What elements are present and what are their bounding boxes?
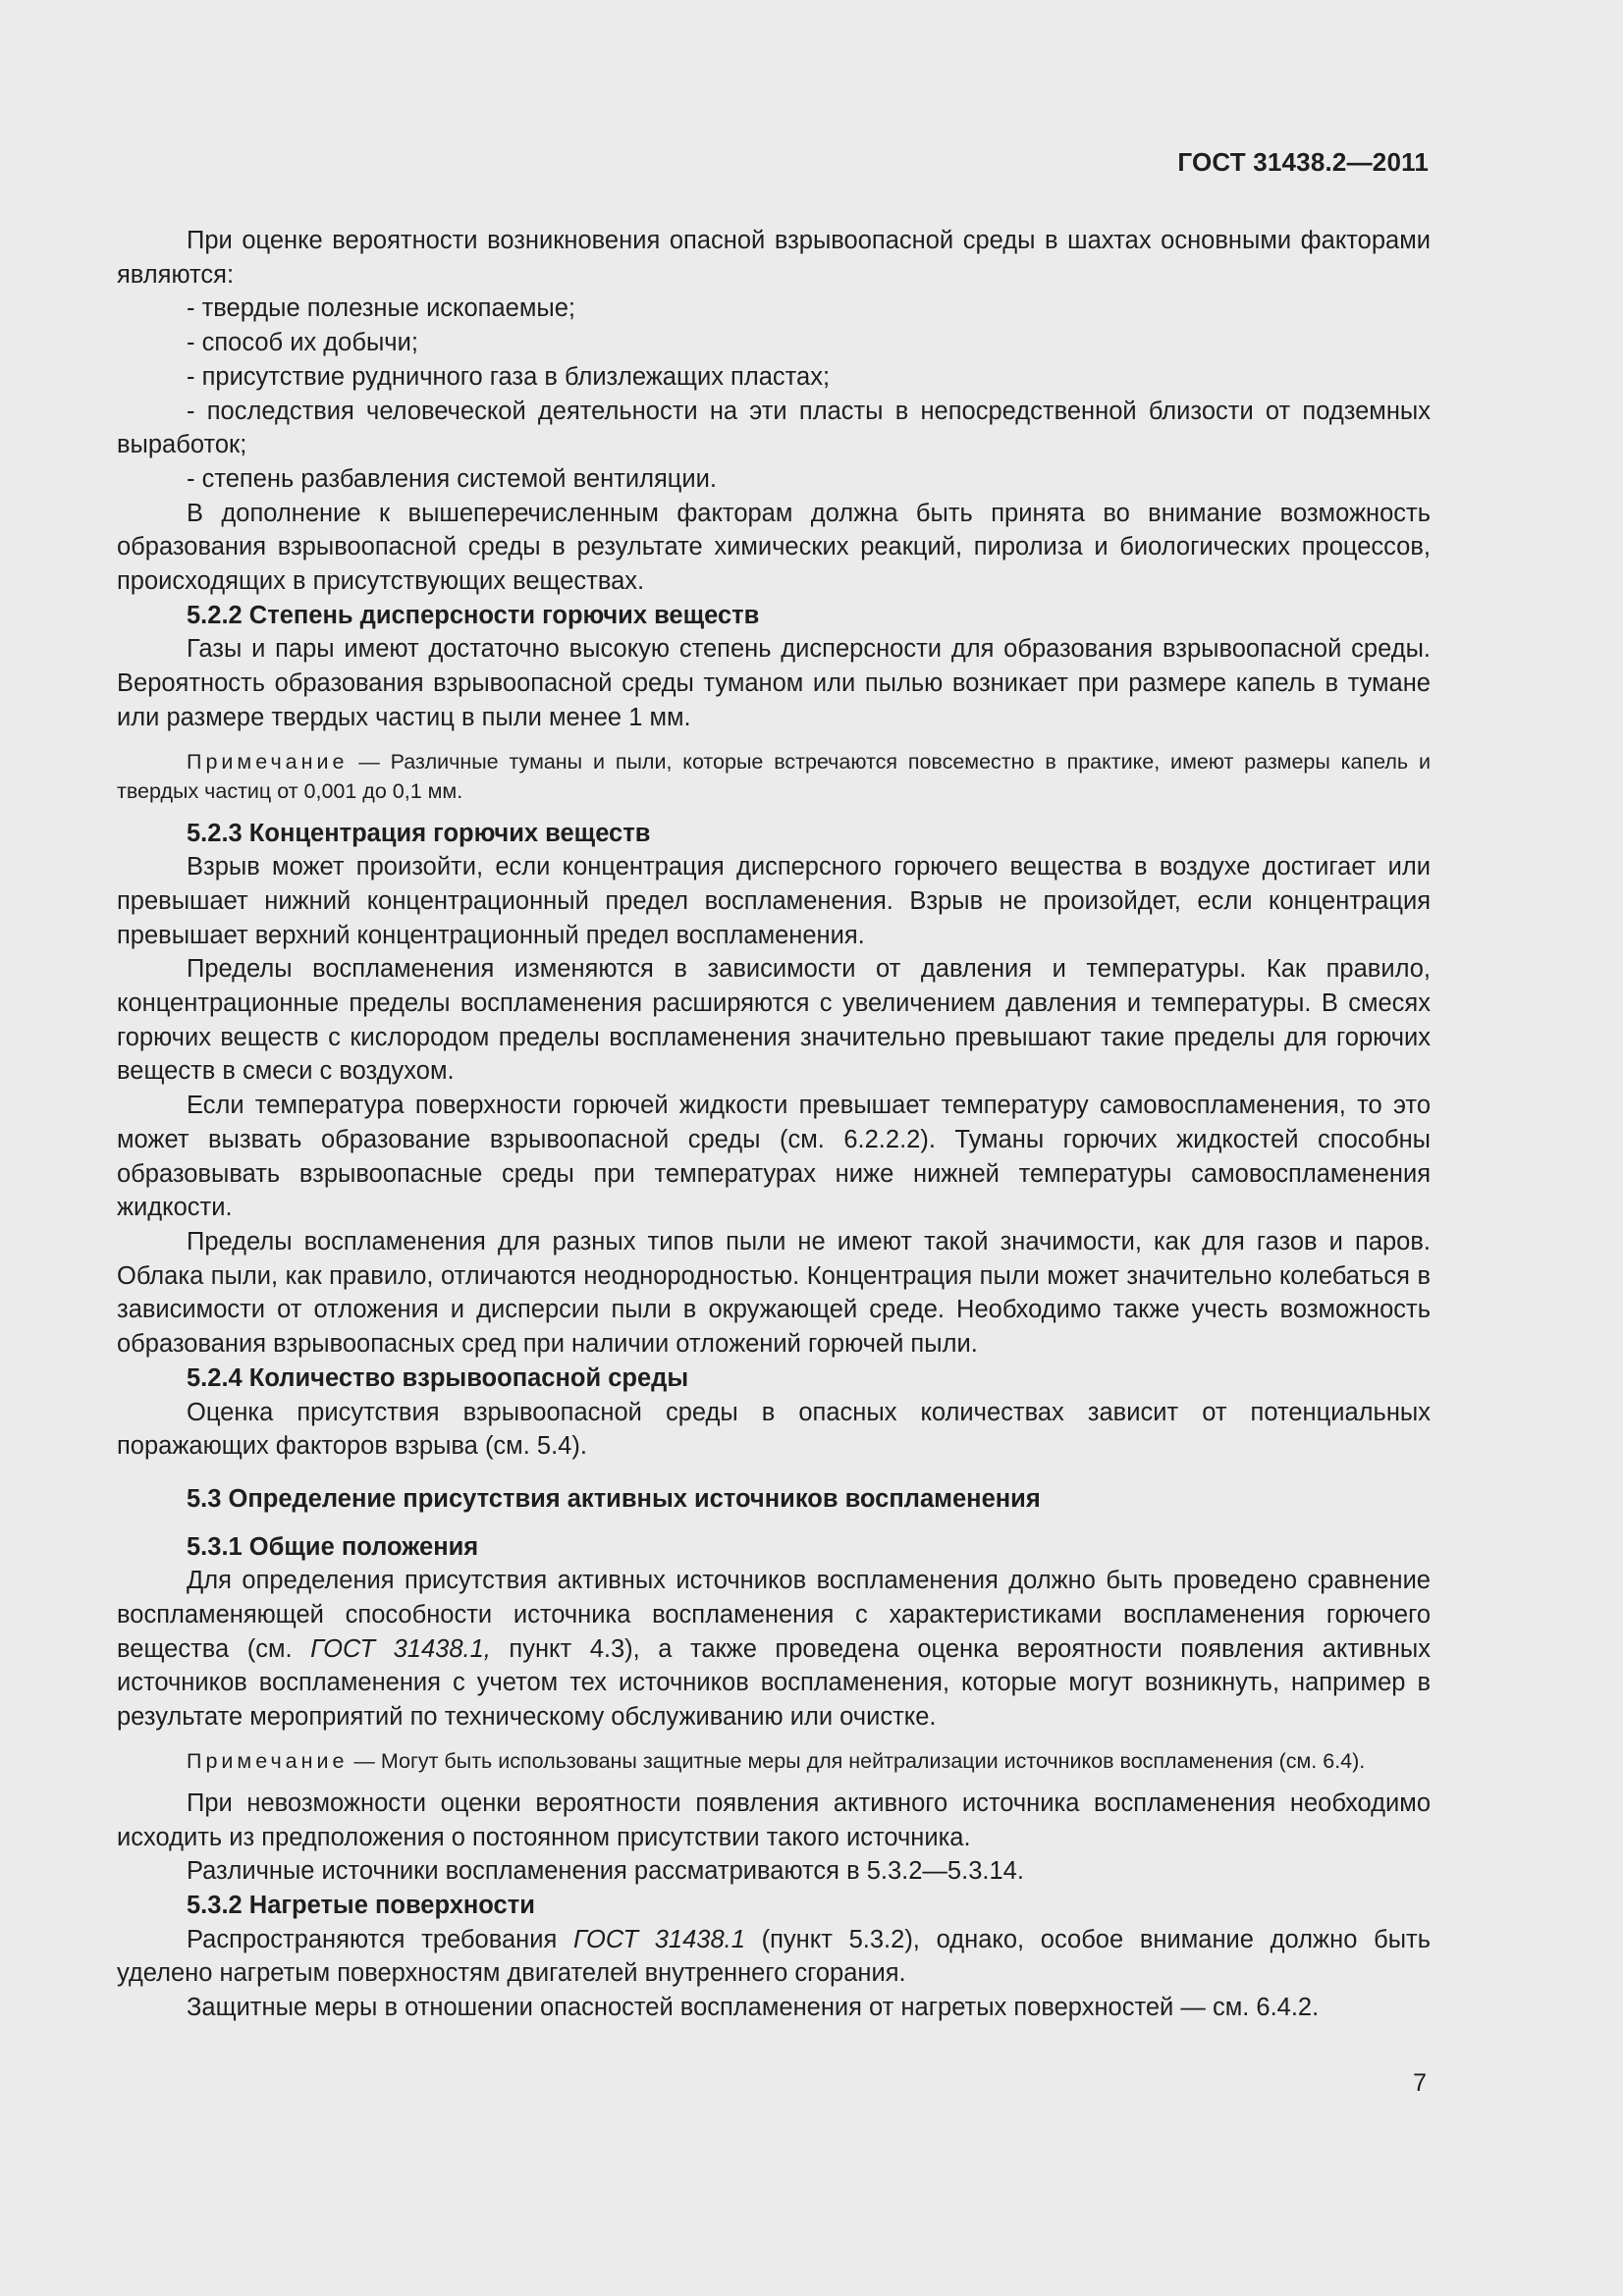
section-heading: 5.3.2 Нагретые поверхности xyxy=(187,1891,535,1919)
paragraph: Пределы воспламенения изменяются в зависимости от давления и температуры. Как правило, концентрационные пределы воспламенения расширяются с увеличением давления и температуры. В смесях горючих веществ с кислородом пределы воспламенения значительно превышают такие пределы для горючих веществ в смеси с воздухом. xyxy=(117,955,1431,1086)
note-label: Примечание xyxy=(187,1748,349,1773)
list-item: - степень разбавления системой вентиляции. xyxy=(187,464,717,493)
list-item: - последствия человеческой деятельности на эти пласты в непосредственной близости от подземных выработок; xyxy=(117,397,1431,459)
list-item: - способ их добычи; xyxy=(187,329,418,357)
section-heading: 5.2.3 Концентрация горючих веществ xyxy=(187,819,651,847)
text-run: пункт 4.3), а также проведена оценка вероятности появления активных источников воспламенения с учетом тех источников воспламенения, которые могут возникнуть, например в результате мероприятий по техническому обслуживанию или очистке. xyxy=(117,1634,1431,1732)
paragraph: Защитные меры в отношении опасностей воспламенения от нагретых поверхностей — см. 6.4.2. xyxy=(187,1994,1320,2022)
standard-reference: ГОСТ 31438.1 xyxy=(573,1925,745,1953)
paragraph: Различные источники воспламенения рассматриваются в 5.3.2—5.3.14. xyxy=(187,1857,1024,1886)
text-run: (пункт 5.3.2), однако, особое внимание должно быть уделено нагретым поверхностям двигателей внутреннего сгорания. xyxy=(117,1925,1431,1988)
standard-reference: ГОСТ 31438.1, xyxy=(310,1634,491,1663)
note-label: Примечание xyxy=(187,749,349,774)
paragraph xyxy=(117,1564,1431,1735)
note xyxy=(117,747,1431,806)
paragraph: Оценка присутствия взрывоопасной среды в опасных количествах зависит от потенциальных поражающих факторов взрыва (см. 5.4). xyxy=(117,1398,1431,1461)
document-header: ГОСТ 31438.2—2011 xyxy=(1177,147,1429,177)
note xyxy=(117,1746,1431,1776)
note-text: — Могут быть использованы защитные меры для нейтрализации источников воспламенения (см. 6.4). xyxy=(348,1748,1366,1773)
section-heading: 5.3.1 Общие положения xyxy=(187,1532,479,1561)
list-item: - присутствие рудничного газа в близлежащих пластах; xyxy=(187,362,831,391)
paragraph: При невозможности оценки вероятности появления активного источника воспламенения необходимо исходить из предположения о постоянном присутствии такого источника. xyxy=(117,1789,1431,1851)
section-heading: 5.2.2 Степень дисперсности горючих веществ xyxy=(187,601,760,629)
paragraph: Если температура поверхности горючей жидкости превышает температуру самовоспламенения, то это может вызвать образование взрывоопасной среды (см. 6.2.2.2). Туманы горючих жидкостей способны образовывать взрывоопасные среды при температурах ниже нижней температуры самовоспламенения жидкости. xyxy=(117,1092,1431,1222)
page-content xyxy=(117,224,1431,2025)
paragraph xyxy=(117,1923,1431,1991)
section-heading: 5.3 Определение присутствия активных источников воспламенения xyxy=(187,1484,1041,1513)
text-run: Для определения присутствия активных источников воспламенения должно быть проведено сравнение воспламеняющей способности источника воспламенения с характеристиками воспламенения горючего вещества (см. xyxy=(117,1567,1431,1663)
page-number: 7 xyxy=(1413,2069,1427,2097)
note-text: — Различные туманы и пыли, которые встречаются повсеместно в практике, имеют размеры капель и твердых частиц от 0,001 до 0,1 мм. xyxy=(117,749,1431,803)
list-item: - твердые полезные ископаемые; xyxy=(187,294,575,323)
paragraph: Взрыв может произойти, если концентрация дисперсного горючего вещества в воздухе достигает или превышает нижний концентрационный предел воспламенения. Взрыв не произойдет, если концентрация превышает верхний концентрационный предел воспламенения. xyxy=(117,853,1431,949)
paragraph: При оценке вероятности возникновения опасной взрывоопасной среды в шахтах основными факторами являются: xyxy=(117,227,1431,289)
paragraph: В дополнение к вышеперечисленным факторам должна быть принята во внимание возможность образования взрывоопасной среды в результате химических реакций, пиролиза и биологических процессов, происходящих в присутствующих веществах. xyxy=(117,499,1431,596)
section-heading: 5.2.4 Количество взрывоопасной среды xyxy=(187,1363,689,1392)
paragraph: Пределы воспламенения для разных типов пыли не имеют такой значимости, как для газов и паров. Облака пыли, как правило, отличаются неоднородностью. Концентрация пыли может значительно колебаться в зависимости от отложения и дисперсии пыли в окружающей среде. Необходимо также учесть возможность образования взрывоопасных сред при наличии отложений горючей пыли. xyxy=(117,1227,1431,1359)
text-run: Распространяются требования xyxy=(187,1925,574,1953)
paragraph: Газы и пары имеют достаточно высокую степень дисперсности для образования взрывоопасной среды. Вероятность образования взрывоопасной среды туманом или пылью возникает при размере капель в тумане или размере твердых частиц в пыли менее 1 мм. xyxy=(117,635,1431,731)
